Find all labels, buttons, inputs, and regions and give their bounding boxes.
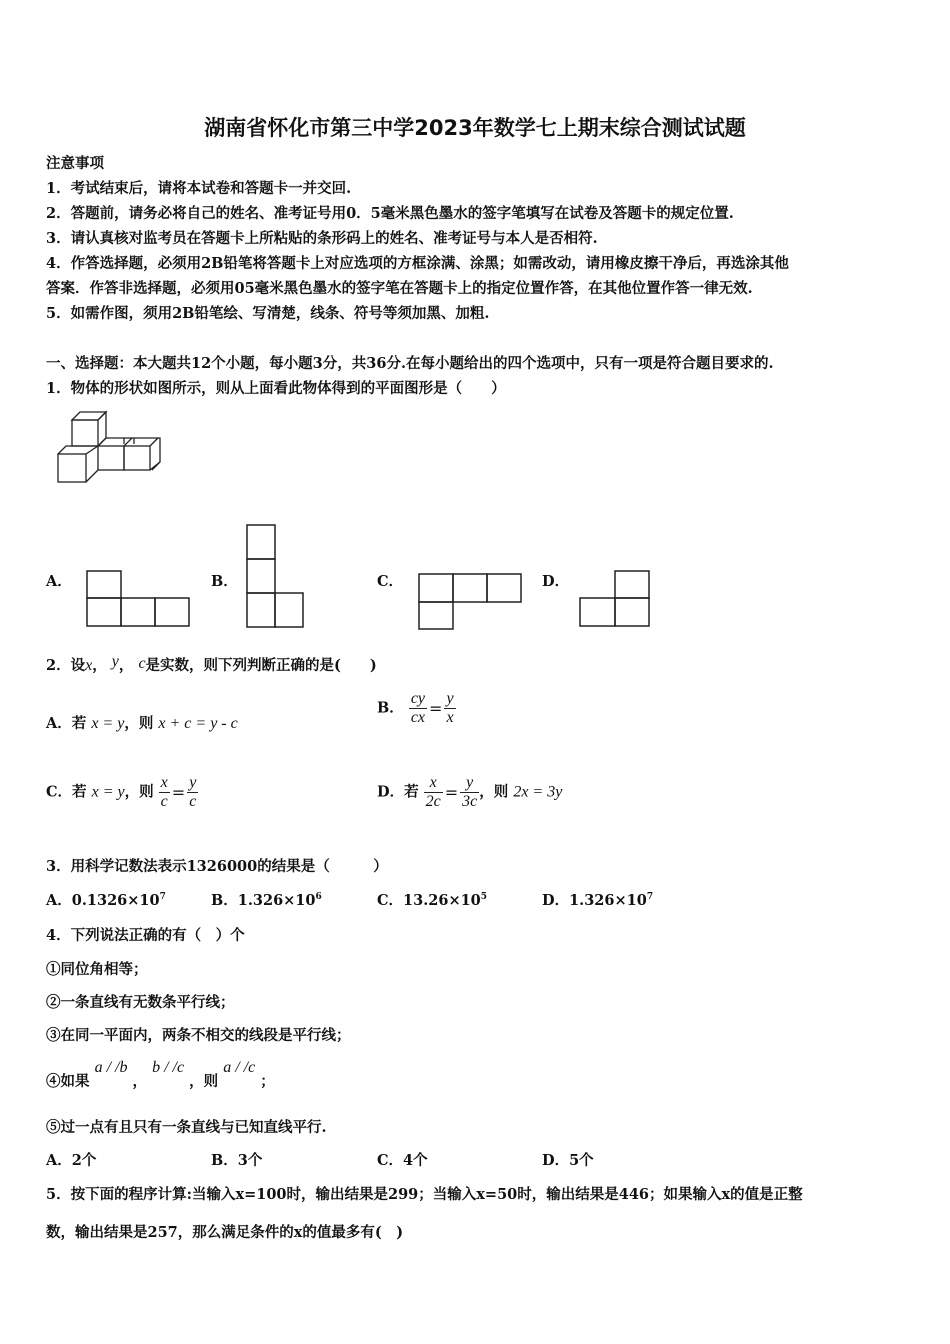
q2-c-cond: x = y	[91, 783, 125, 801]
numerator: y	[189, 774, 197, 791]
q4-s4-prefix: ④如果	[46, 1073, 90, 1090]
q3-option-d	[542, 889, 653, 910]
q3-option-b	[211, 889, 322, 910]
denominator: c	[160, 793, 168, 810]
denominator: cx	[410, 709, 426, 726]
q4-s4-sep: ，	[132, 1073, 148, 1090]
question-3-stem: 3．用科学记数法表示1326000的结果是（ ）	[46, 858, 388, 875]
q2-d-fraction-left	[424, 774, 443, 811]
q2-d-label: D．若	[377, 783, 419, 801]
q4-option-a: A．2个	[46, 1152, 97, 1169]
q3-b-label: B．1.326×10	[211, 892, 316, 909]
q4-s4-then: ，则	[189, 1073, 219, 1090]
numerator: x	[160, 774, 168, 791]
q3-option-a	[46, 889, 166, 910]
denominator: 2c	[425, 793, 441, 810]
q3-c-label: C．13.26×10	[377, 892, 481, 909]
q2-a-cond: x = y	[91, 715, 125, 732]
notice-item: 答案．作答非选择题，必须用05毫米黑色墨水的签字笔在答题卡上的指定位置作答，在其他位置作答一律无效.	[46, 280, 753, 297]
q4-option-b: B．3个	[211, 1152, 263, 1169]
numerator: cy	[410, 690, 426, 707]
q2-c-fraction-left	[159, 774, 170, 811]
q2-d-fraction-right	[460, 774, 479, 811]
question-2-stem	[46, 654, 377, 675]
q2-var-c: c	[138, 655, 146, 672]
q1-option-b-figure	[246, 524, 306, 628]
q3-option-c	[377, 889, 487, 910]
q2-a-result: x + c = y - c	[158, 715, 238, 732]
question-1-stem: 1．物体的形状如图所示，则从上面看此物体得到的平面图形是（ ）	[46, 380, 506, 397]
q1-option-c-figure	[418, 573, 524, 631]
numerator: y	[460, 774, 479, 793]
page-title: 湖南省怀化市第三中学2023年数学七上期末综合测试试题	[204, 116, 746, 140]
q4-s4-math-3: a / /c	[223, 1059, 256, 1076]
q2-b-label: B．	[377, 699, 404, 717]
q2-b-fraction-left	[409, 690, 427, 727]
denominator: x	[446, 709, 454, 726]
equals-sign: =	[429, 699, 443, 718]
q4-statement-4	[46, 1056, 275, 1090]
q2-option-c	[46, 774, 198, 811]
q1-option-a-label: A．	[46, 573, 72, 590]
q2-b-fraction-right	[444, 690, 455, 727]
section-heading: 一、选择题：本大题共12个小题，每小题3分，共36分.在每小题给出的四个选项中，只有一项是符合题目要求的.	[46, 355, 774, 372]
q2-c-label: C．若	[46, 783, 87, 801]
q2-d-result: 2x = 3y	[513, 783, 563, 801]
q2-a-label: A．若	[46, 715, 87, 732]
exponent: 5	[480, 892, 488, 902]
q2-sep: ，	[92, 657, 107, 674]
question-5-line-1: 5．按下面的程序计算:当输入x=100时，输出结果是299；当输入x=50时，输出结果是446；如果输入x的值是正整	[46, 1186, 803, 1203]
q2-c-then: ，则	[124, 783, 154, 801]
notice-item: 2．答题前，请务必将自己的姓名、准考证号用0．5毫米黑色墨水的签字笔填写在试卷及答题卡的规定位置.	[46, 205, 734, 222]
q4-statement-5: ⑤过一点有且只有一条直线与已知直线平行.	[46, 1119, 327, 1136]
q4-option-d: D．5个	[542, 1152, 594, 1169]
q2-c-fraction-right	[187, 774, 198, 811]
q4-s4-math-1: a / /b	[94, 1059, 128, 1076]
q3-d-label: D．1.326×10	[542, 892, 647, 909]
q4-statement-1: ①同位角相等；	[46, 961, 148, 978]
q2-stem-prefix: 2．设	[46, 657, 86, 674]
q1-option-b-label: B．	[211, 573, 238, 590]
q2-sep: ，	[118, 657, 134, 674]
q1-option-c-label: C．	[377, 573, 404, 590]
notice-item: 4．作答选择题，必须用2B铅笔将答题卡上对应选项的方框涂满、涂黑；如需改动，请用橡皮擦干净后，再选涂其他	[46, 255, 789, 272]
question-1-solid-figure	[56, 410, 166, 485]
q4-statement-2: ②一条直线有无数条平行线；	[46, 994, 235, 1011]
q1-option-d-label: D．	[542, 573, 570, 590]
denominator: c	[189, 793, 197, 810]
notice-heading: 注意事项	[46, 155, 104, 172]
q3-a-label: A．0.1326×10	[46, 892, 160, 909]
q4-s4-end: ；	[260, 1073, 275, 1090]
exponent: 6	[315, 892, 322, 902]
q4-s4-math-2: b / /c	[152, 1059, 185, 1076]
q2-a-then: ，则	[124, 715, 154, 732]
notice-item: 1．考试结束后，请将本试卷和答题卡一并交回.	[46, 180, 352, 197]
q1-option-d-figure	[579, 570, 651, 628]
question-4-stem: 4．下列说法正确的有（ ）个	[46, 927, 245, 944]
question-5-line-2: 数，输出结果是257，那么满足条件的x的值最多有( )	[46, 1224, 404, 1241]
q1-option-a-figure	[86, 570, 190, 628]
numerator: y	[446, 690, 454, 707]
denominator: 3c	[462, 793, 478, 810]
q2-stem-suffix: 是实数，则下列判断正确的是( )	[145, 657, 377, 674]
numerator: x	[424, 774, 443, 793]
q2-var-x: x	[85, 657, 93, 674]
q4-statement-3: ③在同一平面内，两条不相交的线段是平行线；	[46, 1027, 351, 1044]
q2-option-b	[377, 690, 456, 727]
exponent: 7	[159, 892, 166, 902]
equals-sign: =	[171, 783, 186, 802]
q2-option-d	[377, 774, 562, 811]
q2-option-a	[46, 712, 238, 733]
equals-sign: =	[444, 783, 459, 802]
q2-d-then: ，则	[479, 783, 509, 801]
notice-item: 5．如需作图，须用2B铅笔绘、写清楚，线条、符号等须加黑、加粗.	[46, 305, 490, 322]
notice-item: 3．请认真核对监考员在答题卡上所粘贴的条形码上的姓名、准考证号与本人是否相符.	[46, 230, 598, 247]
q2-var-y: y	[111, 653, 119, 670]
q4-option-c: C．4个	[377, 1152, 428, 1169]
exponent: 7	[646, 892, 654, 902]
